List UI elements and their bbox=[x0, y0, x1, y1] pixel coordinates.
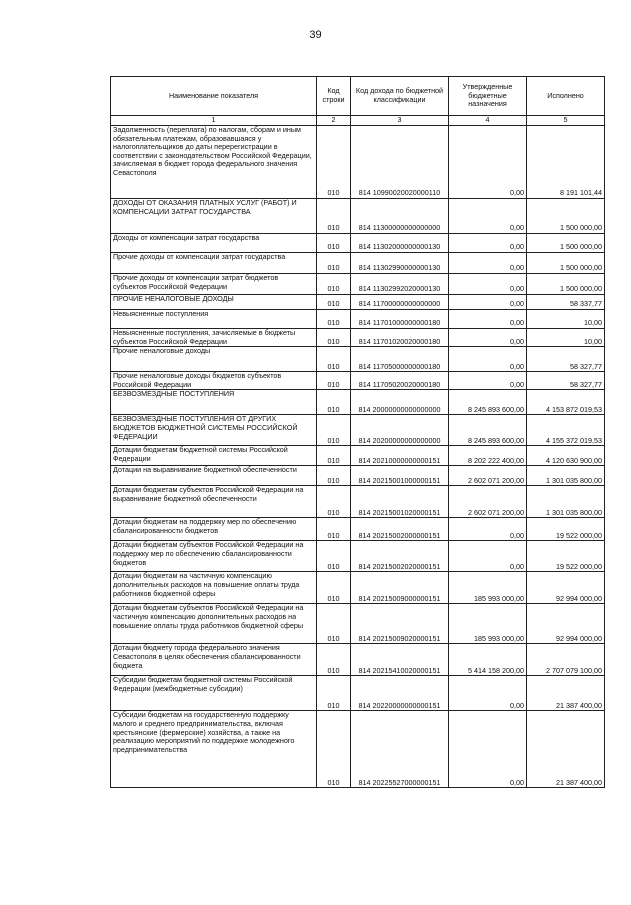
row-approved-cell: 0,00 bbox=[449, 253, 527, 274]
row-code-cell: 010 bbox=[317, 604, 351, 644]
page-number: 39 bbox=[309, 29, 322, 41]
row-name-cell: Дотации бюджетам бюджетной системы Российской Федерации bbox=[111, 446, 317, 466]
row-approved-cell: 0,00 bbox=[449, 372, 527, 390]
row-code-cell: 010 bbox=[317, 274, 351, 295]
row-kbk-cell: 814 10990020020000110 bbox=[351, 126, 449, 199]
row-kbk-cell: 814 20215002020000151 bbox=[351, 541, 449, 572]
row-name-cell: Доходы от компенсации затрат государства bbox=[111, 234, 317, 253]
row-name-cell: Дотации бюджетам субъектов Российской Федерации на выравнивание бюджетной обеспеченности bbox=[111, 486, 317, 518]
row-kbk-cell: 814 20215002000000151 bbox=[351, 518, 449, 541]
row-name-cell: Дотации бюджетам на частичную компенсацию дополнительных расходов на повышение оплаты труда работников бюджетной сферы bbox=[111, 572, 317, 604]
table-row bbox=[111, 486, 605, 518]
row-kbk-cell: 814 11302990000000130 bbox=[351, 253, 449, 274]
row-executed-cell: 10,00 bbox=[527, 329, 605, 347]
row-kbk-cell: 814 11300000000000000 bbox=[351, 199, 449, 234]
row-kbk-cell: 814 20210000000000151 bbox=[351, 446, 449, 466]
row-executed-cell: 19 522 000,00 bbox=[527, 518, 605, 541]
row-executed-cell: 8 191 101,44 bbox=[527, 126, 605, 199]
row-executed-cell: 2 707 079 100,00 bbox=[527, 644, 605, 676]
row-approved-cell: 0,00 bbox=[449, 295, 527, 310]
row-code-cell: 010 bbox=[317, 572, 351, 604]
row-executed-cell: 4 120 630 900,00 bbox=[527, 446, 605, 466]
row-name-cell: Дотации на выравнивание бюджетной обеспеченности bbox=[111, 466, 317, 486]
table-row bbox=[111, 415, 605, 446]
row-code-cell: 010 bbox=[317, 446, 351, 466]
row-executed-cell: 10,00 bbox=[527, 310, 605, 329]
row-approved-cell: 0,00 bbox=[449, 711, 527, 788]
row-executed-cell: 19 522 000,00 bbox=[527, 541, 605, 572]
row-kbk-cell: 814 20215009000000151 bbox=[351, 572, 449, 604]
row-code-cell: 010 bbox=[317, 518, 351, 541]
col-header-name: Наименование показателя bbox=[111, 77, 317, 116]
table-row bbox=[111, 572, 605, 604]
row-name-cell: Дотации бюджету города федерального значения Севастополя в целях обеспечения сбалансированности бюджета bbox=[111, 644, 317, 676]
row-kbk-cell: 814 11302000000000130 bbox=[351, 234, 449, 253]
row-name-cell: Субсидии бюджетам бюджетной системы Российской Федерации (межбюджетные субсидии) bbox=[111, 676, 317, 711]
table-row bbox=[111, 711, 605, 788]
row-approved-cell: 0,00 bbox=[449, 676, 527, 711]
row-approved-cell: 2 602 071 200,00 bbox=[449, 466, 527, 486]
row-code-cell: 010 bbox=[317, 126, 351, 199]
row-name-cell: Прочие доходы от компенсации затрат государства bbox=[111, 253, 317, 274]
row-approved-cell: 185 993 000,00 bbox=[449, 604, 527, 644]
row-code-cell: 010 bbox=[317, 372, 351, 390]
row-executed-cell: 1 500 000,00 bbox=[527, 234, 605, 253]
row-executed-cell: 1 500 000,00 bbox=[527, 253, 605, 274]
row-code-cell: 010 bbox=[317, 486, 351, 518]
row-kbk-cell: 814 20220000000000151 bbox=[351, 676, 449, 711]
row-approved-cell: 0,00 bbox=[449, 126, 527, 199]
row-executed-cell: 4 153 872 019,53 bbox=[527, 390, 605, 415]
row-approved-cell: 0,00 bbox=[449, 310, 527, 329]
row-executed-cell: 4 155 372 019,53 bbox=[527, 415, 605, 446]
table-row bbox=[111, 310, 605, 329]
row-kbk-cell: 814 20225527000000151 bbox=[351, 711, 449, 788]
row-code-cell: 010 bbox=[317, 711, 351, 788]
column-number-row bbox=[111, 116, 605, 126]
row-kbk-cell: 814 11701020020000180 bbox=[351, 329, 449, 347]
row-name-cell: Прочие неналоговые доходы bbox=[111, 347, 317, 372]
table-row bbox=[111, 199, 605, 234]
col-number: 2 bbox=[317, 116, 351, 126]
table-row bbox=[111, 329, 605, 347]
row-code-cell: 010 bbox=[317, 466, 351, 486]
col-number: 4 bbox=[449, 116, 527, 126]
row-name-cell: ПРОЧИЕ НЕНАЛОГОВЫЕ ДОХОДЫ bbox=[111, 295, 317, 310]
table-row bbox=[111, 253, 605, 274]
row-name-cell: БЕЗВОЗМЕЗДНЫЕ ПОСТУПЛЕНИЯ bbox=[111, 390, 317, 415]
table-row bbox=[111, 372, 605, 390]
row-kbk-cell: 814 20215001020000151 bbox=[351, 486, 449, 518]
col-header-kbk: Код дохода по бюджетной классификации bbox=[351, 77, 449, 116]
row-code-cell: 010 bbox=[317, 390, 351, 415]
row-kbk-cell: 814 20215009020000151 bbox=[351, 604, 449, 644]
table-row bbox=[111, 126, 605, 199]
row-code-cell: 010 bbox=[317, 541, 351, 572]
row-executed-cell: 92 994 000,00 bbox=[527, 604, 605, 644]
col-number: 1 bbox=[111, 116, 317, 126]
row-executed-cell: 21 387 400,00 bbox=[527, 676, 605, 711]
row-kbk-cell: 814 20215001000000151 bbox=[351, 466, 449, 486]
table-row bbox=[111, 541, 605, 572]
row-name-cell: Невыясненные поступления bbox=[111, 310, 317, 329]
row-approved-cell: 8 202 222 400,00 bbox=[449, 446, 527, 466]
table-row bbox=[111, 676, 605, 711]
row-name-cell: ДОХОДЫ ОТ ОКАЗАНИЯ ПЛАТНЫХ УСЛУГ (РАБОТ) И КОМПЕНСАЦИИ ЗАТРАТ ГОСУДАРСТВА bbox=[111, 199, 317, 234]
row-name-cell: Задолженность (переплата) по налогам, сборам и иным обязательным платежам, образовавшаяся у налогоплательщиков до даты перерегистрации в соответствии с законодательством Российской Федерации, зачисляемая в бюджет города федерального значения Севастополя bbox=[111, 126, 317, 199]
col-number: 3 bbox=[351, 116, 449, 126]
row-name-cell: Невыясненные поступления, зачисляемые в бюджеты субъектов Российской Федерации bbox=[111, 329, 317, 347]
row-kbk-cell: 814 20200000000000000 bbox=[351, 415, 449, 446]
table-row bbox=[111, 604, 605, 644]
table-row bbox=[111, 518, 605, 541]
row-approved-cell: 0,00 bbox=[449, 518, 527, 541]
row-executed-cell: 1 500 000,00 bbox=[527, 199, 605, 234]
row-kbk-cell: 814 11701000000000180 bbox=[351, 310, 449, 329]
row-executed-cell: 1 301 035 800,00 bbox=[527, 466, 605, 486]
row-code-cell: 010 bbox=[317, 295, 351, 310]
row-kbk-cell: 814 11302992020000130 bbox=[351, 274, 449, 295]
col-header-code: Код строки bbox=[317, 77, 351, 116]
col-header-executed: Исполнено bbox=[527, 77, 605, 116]
revenue-table bbox=[110, 76, 605, 788]
col-header-approved: Утвержденные бюджетные назначения bbox=[449, 77, 527, 116]
row-kbk-cell: 814 11700000000000000 bbox=[351, 295, 449, 310]
table-body bbox=[111, 126, 605, 788]
row-approved-cell: 0,00 bbox=[449, 329, 527, 347]
table-row bbox=[111, 274, 605, 295]
row-name-cell: БЕЗВОЗМЕЗДНЫЕ ПОСТУПЛЕНИЯ ОТ ДРУГИХ БЮДЖЕТОВ БЮДЖЕТНОЙ СИСТЕМЫ РОССИЙСКОЙ ФЕДЕРАЦИИ bbox=[111, 415, 317, 446]
row-name-cell: Дотации бюджетам на поддержку мер по обеспечению сбалансированности бюджетов bbox=[111, 518, 317, 541]
row-code-cell: 010 bbox=[317, 253, 351, 274]
row-name-cell: Дотации бюджетам субъектов Российской Федерации на поддержку мер по обеспечению сбалансированности бюджетов bbox=[111, 541, 317, 572]
row-code-cell: 010 bbox=[317, 329, 351, 347]
row-approved-cell: 5 414 158 200,00 bbox=[449, 644, 527, 676]
row-executed-cell: 58 327,77 bbox=[527, 347, 605, 372]
row-approved-cell: 2 602 071 200,00 bbox=[449, 486, 527, 518]
row-kbk-cell: 814 11705000000000180 bbox=[351, 347, 449, 372]
row-approved-cell: 8 245 893 600,00 bbox=[449, 390, 527, 415]
col-number: 5 bbox=[527, 116, 605, 126]
table-row bbox=[111, 234, 605, 253]
row-approved-cell: 0,00 bbox=[449, 274, 527, 295]
row-code-cell: 010 bbox=[317, 310, 351, 329]
row-code-cell: 010 bbox=[317, 199, 351, 234]
row-kbk-cell: 814 20000000000000000 bbox=[351, 390, 449, 415]
row-name-cell: Субсидии бюджетам на государственную поддержку малого и среднего предпринимательства, включая крестьянские (фермерские) хозяйства, а также на реализацию мероприятий по поддержке молодежного предпринимательства bbox=[111, 711, 317, 788]
table-header-row bbox=[111, 77, 605, 116]
row-name-cell: Прочие доходы от компенсации затрат бюджетов субъектов Российской Федерации bbox=[111, 274, 317, 295]
row-name-cell: Прочие неналоговые доходы бюджетов субъектов Российской Федерации bbox=[111, 372, 317, 390]
row-approved-cell: 185 993 000,00 bbox=[449, 572, 527, 604]
table-row bbox=[111, 390, 605, 415]
row-executed-cell: 92 994 000,00 bbox=[527, 572, 605, 604]
row-executed-cell: 58 327,77 bbox=[527, 372, 605, 390]
row-approved-cell: 0,00 bbox=[449, 541, 527, 572]
row-code-cell: 010 bbox=[317, 415, 351, 446]
row-executed-cell: 1 500 000,00 bbox=[527, 274, 605, 295]
row-kbk-cell: 814 11705020020000180 bbox=[351, 372, 449, 390]
table-row bbox=[111, 466, 605, 486]
row-executed-cell: 1 301 035 800,00 bbox=[527, 486, 605, 518]
row-approved-cell: 8 245 893 600,00 bbox=[449, 415, 527, 446]
row-name-cell: Дотации бюджетам субъектов Российской Федерации на частичную компенсацию дополнительных расходов на повышение оплаты труда работников бюджетной сферы bbox=[111, 604, 317, 644]
table-row bbox=[111, 295, 605, 310]
row-executed-cell: 58 337,77 bbox=[527, 295, 605, 310]
row-kbk-cell: 814 20215410020000151 bbox=[351, 644, 449, 676]
table-row bbox=[111, 446, 605, 466]
row-executed-cell: 21 387 400,00 bbox=[527, 711, 605, 788]
row-code-cell: 010 bbox=[317, 347, 351, 372]
row-code-cell: 010 bbox=[317, 676, 351, 711]
row-approved-cell: 0,00 bbox=[449, 347, 527, 372]
table-row bbox=[111, 347, 605, 372]
table-row bbox=[111, 644, 605, 676]
row-code-cell: 010 bbox=[317, 234, 351, 253]
row-approved-cell: 0,00 bbox=[449, 234, 527, 253]
row-code-cell: 010 bbox=[317, 644, 351, 676]
row-approved-cell: 0,00 bbox=[449, 199, 527, 234]
